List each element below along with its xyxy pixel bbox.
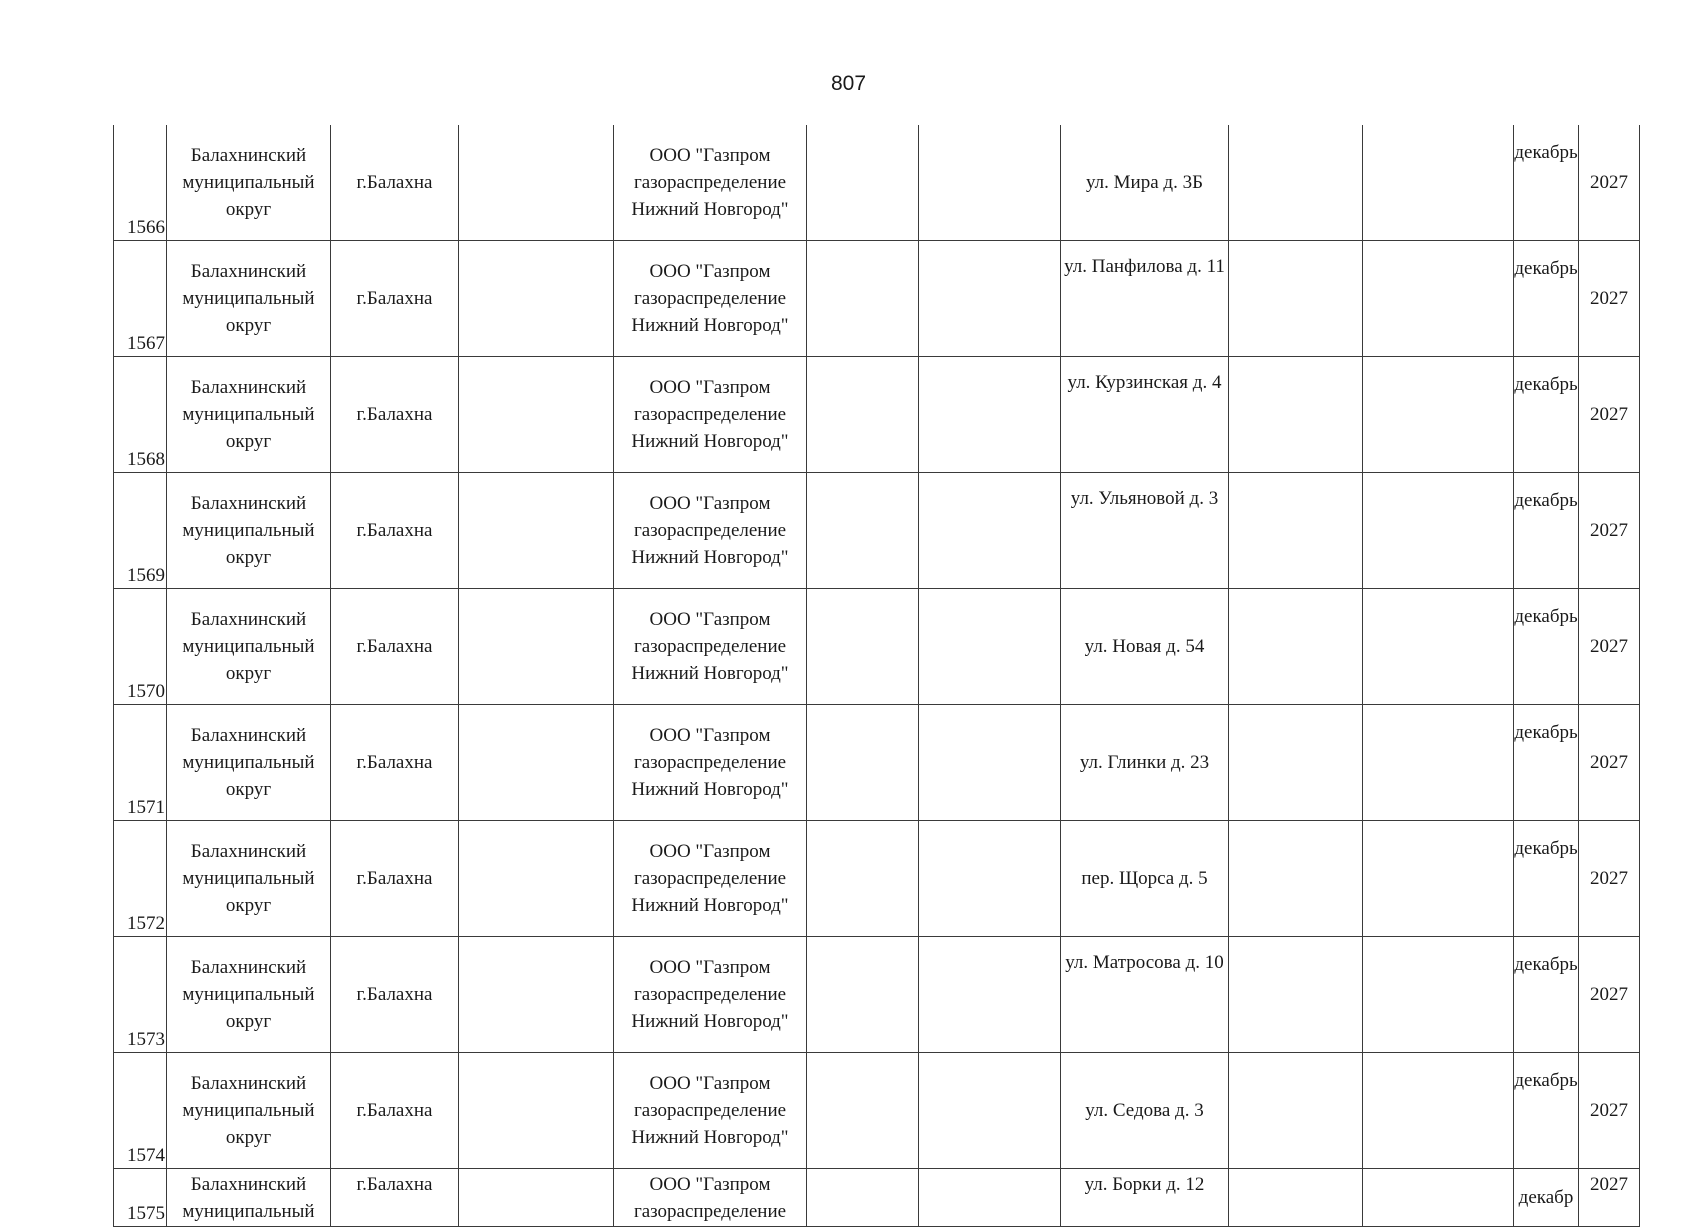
row-number-cell: 1572 bbox=[114, 821, 167, 937]
row-number-cell: 1568 bbox=[114, 357, 167, 473]
year-cell: 2027 bbox=[1579, 357, 1640, 473]
year-cell: 2027 bbox=[1579, 125, 1640, 241]
district-cell: Балахнинский муниципальный округ bbox=[167, 125, 331, 241]
empty-cell bbox=[919, 937, 1061, 1053]
register-table bbox=[113, 125, 1640, 1227]
organization-cell: ООО "Газпром газораспределение Нижний Новгород" bbox=[614, 705, 807, 821]
city-cell: г.Балахна bbox=[331, 821, 459, 937]
organization-cell: ООО "Газпром газораспределение Нижний Новгород" bbox=[614, 1053, 807, 1169]
row-number-cell: 1570 bbox=[114, 589, 167, 705]
table-row bbox=[114, 937, 1640, 1053]
table-row bbox=[114, 705, 1640, 821]
district-cell: Балахнинский муниципальный округ bbox=[167, 357, 331, 473]
page-number: 807 bbox=[830, 72, 867, 95]
year-cell: 2027 bbox=[1579, 473, 1640, 589]
empty-cell bbox=[919, 357, 1061, 473]
city-cell: г.Балахна bbox=[331, 1169, 459, 1227]
empty-cell bbox=[459, 589, 614, 705]
organization-cell: ООО "Газпром газораспределение Нижний Новгород" bbox=[614, 125, 807, 241]
address-cell: ул. Мира д. 3Б bbox=[1061, 125, 1229, 241]
row-number-cell: 1573 bbox=[114, 937, 167, 1053]
organization-cell: ООО "Газпром газораспределение Нижний Новгород" bbox=[614, 357, 807, 473]
address-cell: ул. Седова д. 3 bbox=[1061, 1053, 1229, 1169]
month-cell: декабрь bbox=[1514, 125, 1579, 241]
district-cell: Балахнинский муниципальный округ bbox=[167, 241, 331, 357]
district-cell: Балахнинский муниципальный bbox=[167, 1169, 331, 1227]
empty-cell bbox=[1229, 821, 1363, 937]
address-cell: ул. Новая д. 54 bbox=[1061, 589, 1229, 705]
empty-cell bbox=[807, 937, 919, 1053]
empty-cell bbox=[919, 241, 1061, 357]
table-row bbox=[114, 125, 1640, 241]
city-cell: г.Балахна bbox=[331, 241, 459, 357]
row-number-cell: 1571 bbox=[114, 705, 167, 821]
empty-cell bbox=[1229, 357, 1363, 473]
empty-cell bbox=[459, 241, 614, 357]
organization-cell: ООО "Газпром газораспределение Нижний Новгород" bbox=[614, 937, 807, 1053]
empty-cell bbox=[1363, 473, 1514, 589]
empty-cell bbox=[459, 705, 614, 821]
year-cell: 2027 bbox=[1579, 705, 1640, 821]
month-cell: декабрь bbox=[1514, 357, 1579, 473]
address-cell: ул. Глинки д. 23 bbox=[1061, 705, 1229, 821]
organization-cell: ООО "Газпром газораспределение Нижний Новгород" bbox=[614, 589, 807, 705]
district-cell: Балахнинский муниципальный округ bbox=[167, 473, 331, 589]
empty-cell bbox=[807, 1169, 919, 1227]
city-cell: г.Балахна bbox=[331, 1053, 459, 1169]
year-cell: 2027 bbox=[1579, 241, 1640, 357]
empty-cell bbox=[459, 357, 614, 473]
empty-cell bbox=[1229, 1053, 1363, 1169]
empty-cell bbox=[807, 241, 919, 357]
row-number-cell: 1574 bbox=[114, 1053, 167, 1169]
row-number-cell: 1567 bbox=[114, 241, 167, 357]
empty-cell bbox=[1229, 589, 1363, 705]
empty-cell bbox=[919, 705, 1061, 821]
city-cell: г.Балахна bbox=[331, 705, 459, 821]
address-cell: ул. Курзинская д. 4 bbox=[1061, 357, 1229, 473]
row-number-cell: 1566 bbox=[114, 125, 167, 241]
organization-cell: ООО "Газпром газораспределение Нижний Новгород" bbox=[614, 821, 807, 937]
city-cell: г.Балахна bbox=[331, 589, 459, 705]
address-cell: пер. Щорса д. 5 bbox=[1061, 821, 1229, 937]
empty-cell bbox=[1363, 125, 1514, 241]
table-row bbox=[114, 1053, 1640, 1169]
table-row bbox=[114, 357, 1640, 473]
table-row bbox=[114, 1169, 1640, 1227]
table-row bbox=[114, 821, 1640, 937]
empty-cell bbox=[919, 821, 1061, 937]
empty-cell bbox=[807, 357, 919, 473]
empty-cell bbox=[1363, 241, 1514, 357]
month-cell: декабрь bbox=[1514, 705, 1579, 821]
empty-cell bbox=[459, 937, 614, 1053]
table-row bbox=[114, 241, 1640, 357]
empty-cell bbox=[1229, 937, 1363, 1053]
district-cell: Балахнинский муниципальный округ bbox=[167, 1053, 331, 1169]
year-cell: 2027 bbox=[1579, 1053, 1640, 1169]
year-cell: 2027 bbox=[1579, 937, 1640, 1053]
address-cell: ул. Матросова д. 10 bbox=[1061, 937, 1229, 1053]
address-cell: ул. Ульяновой д. 3 bbox=[1061, 473, 1229, 589]
table-body bbox=[114, 125, 1640, 1227]
district-cell: Балахнинский муниципальный округ bbox=[167, 705, 331, 821]
empty-cell bbox=[1229, 125, 1363, 241]
empty-cell bbox=[919, 473, 1061, 589]
empty-cell bbox=[807, 125, 919, 241]
empty-cell bbox=[919, 125, 1061, 241]
empty-cell bbox=[459, 1169, 614, 1227]
month-cell: декабрь bbox=[1514, 1053, 1579, 1169]
year-cell: 2027 bbox=[1579, 1169, 1640, 1227]
organization-cell: ООО "Газпром газораспределение bbox=[614, 1169, 807, 1227]
empty-cell bbox=[1363, 357, 1514, 473]
empty-cell bbox=[459, 125, 614, 241]
month-cell: декабр bbox=[1514, 1169, 1579, 1227]
year-cell: 2027 bbox=[1579, 821, 1640, 937]
address-cell: ул. Борки д. 12 bbox=[1061, 1169, 1229, 1227]
empty-cell bbox=[1229, 705, 1363, 821]
empty-cell bbox=[807, 1053, 919, 1169]
month-cell: декабрь bbox=[1514, 821, 1579, 937]
empty-cell bbox=[459, 1053, 614, 1169]
empty-cell bbox=[807, 473, 919, 589]
organization-cell: ООО "Газпром газораспределение Нижний Новгород" bbox=[614, 473, 807, 589]
year-cell: 2027 bbox=[1579, 589, 1640, 705]
month-cell: декабрь bbox=[1514, 241, 1579, 357]
empty-cell bbox=[1363, 821, 1514, 937]
empty-cell bbox=[807, 705, 919, 821]
empty-cell bbox=[1363, 705, 1514, 821]
city-cell: г.Балахна bbox=[331, 937, 459, 1053]
empty-cell bbox=[807, 821, 919, 937]
empty-cell bbox=[1363, 1053, 1514, 1169]
empty-cell bbox=[1363, 937, 1514, 1053]
table-row bbox=[114, 589, 1640, 705]
district-cell: Балахнинский муниципальный округ bbox=[167, 589, 331, 705]
row-number-cell: 1569 bbox=[114, 473, 167, 589]
city-cell: г.Балахна bbox=[331, 125, 459, 241]
empty-cell bbox=[459, 473, 614, 589]
empty-cell bbox=[807, 589, 919, 705]
organization-cell: ООО "Газпром газораспределение Нижний Новгород" bbox=[614, 241, 807, 357]
empty-cell bbox=[1229, 473, 1363, 589]
empty-cell bbox=[1229, 1169, 1363, 1227]
row-number-cell: 1575 bbox=[114, 1169, 167, 1227]
empty-cell bbox=[1363, 589, 1514, 705]
empty-cell bbox=[919, 1169, 1061, 1227]
empty-cell bbox=[919, 589, 1061, 705]
month-cell: декабрь bbox=[1514, 473, 1579, 589]
month-cell: декабрь bbox=[1514, 589, 1579, 705]
empty-cell bbox=[919, 1053, 1061, 1169]
table-row bbox=[114, 473, 1640, 589]
empty-cell bbox=[1363, 1169, 1514, 1227]
empty-cell bbox=[1229, 241, 1363, 357]
city-cell: г.Балахна bbox=[331, 357, 459, 473]
month-cell: декабрь bbox=[1514, 937, 1579, 1053]
empty-cell bbox=[459, 821, 614, 937]
city-cell: г.Балахна bbox=[331, 473, 459, 589]
district-cell: Балахнинский муниципальный округ bbox=[167, 821, 331, 937]
district-cell: Балахнинский муниципальный округ bbox=[167, 937, 331, 1053]
address-cell: ул. Панфилова д. 11 bbox=[1061, 241, 1229, 357]
